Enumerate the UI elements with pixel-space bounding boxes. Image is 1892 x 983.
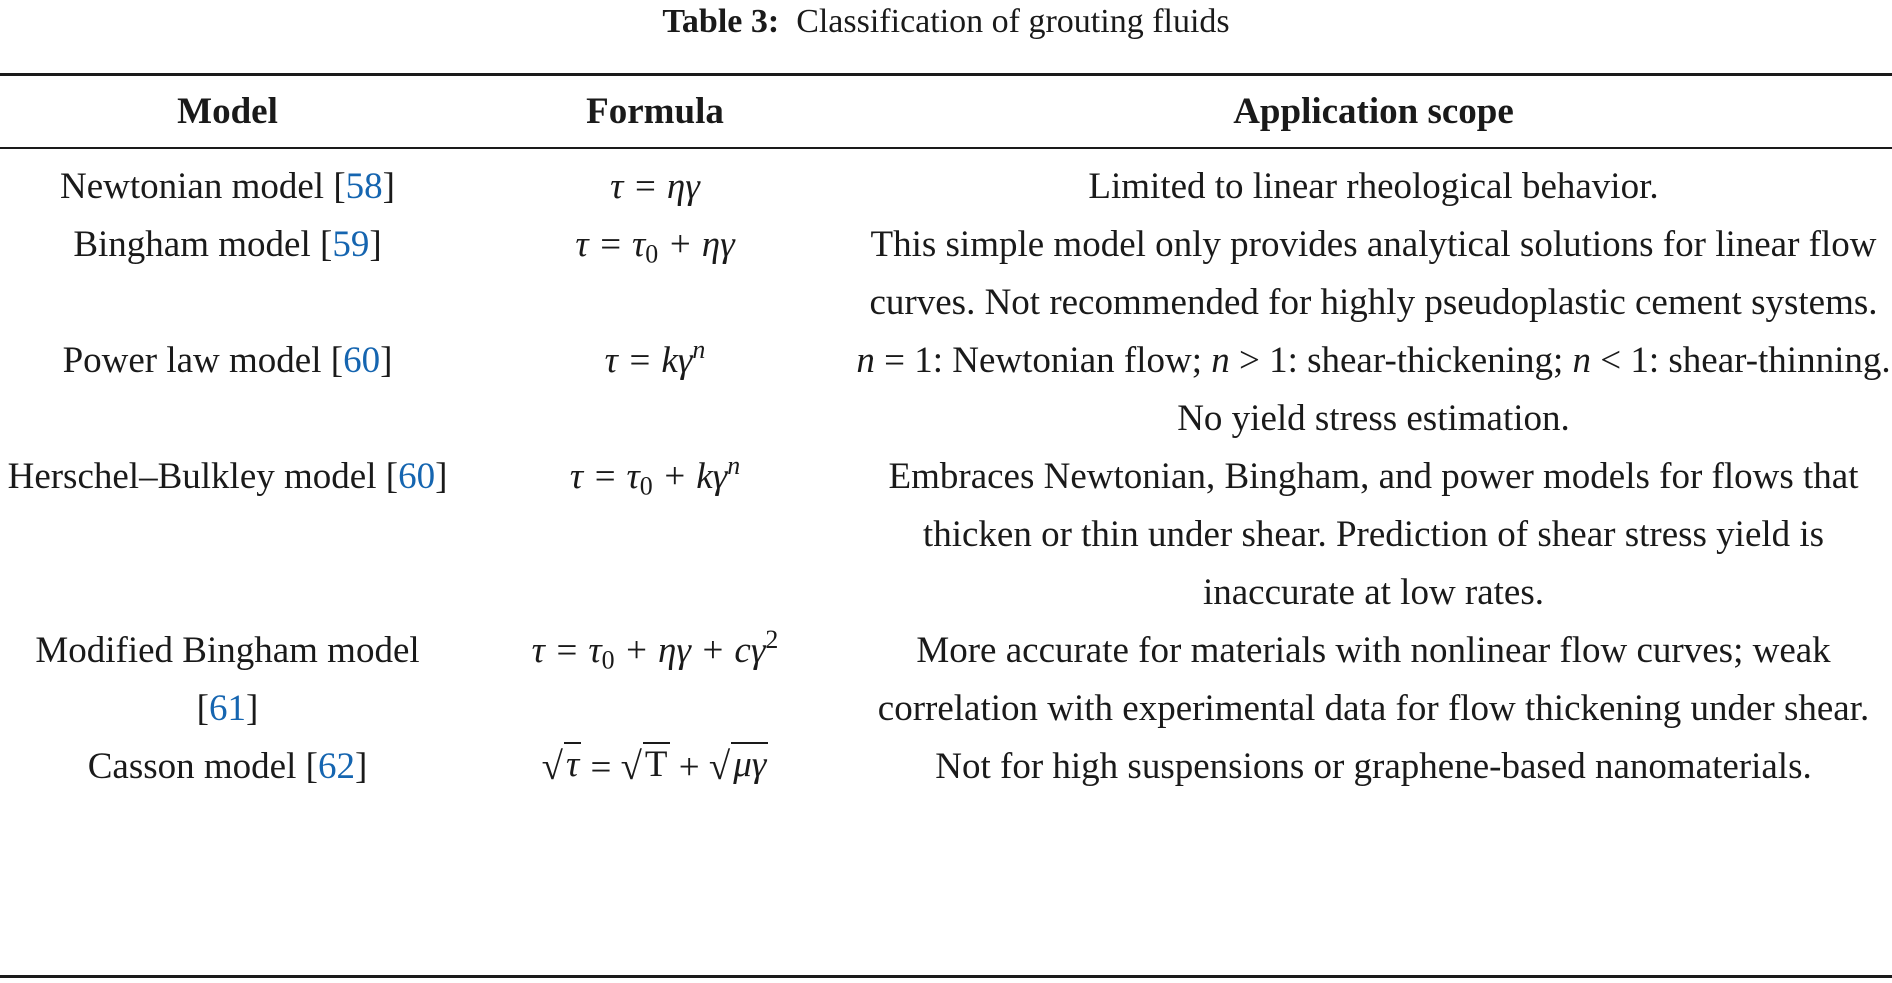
- table-row: [0, 147, 1892, 216]
- formula-cell: [455, 622, 855, 738]
- model-name: Power law model: [62, 340, 322, 381]
- table-row: [0, 738, 1892, 797]
- citation-link[interactable]: 58: [345, 166, 383, 207]
- table-row: [0, 216, 1892, 332]
- scope-cell: [855, 332, 1892, 448]
- citation-link[interactable]: 60: [343, 340, 381, 381]
- scope-cell: Not for high suspensions or graphene-based nanomaterials.: [935, 746, 1812, 787]
- table-row: [0, 448, 1892, 622]
- model-name: Herschel–Bulkley model: [7, 456, 377, 497]
- scope-text: n = 1: Newtonian flow; n > 1: shear-thickening; n < 1: shear-thinning. No yield stress estimation.: [856, 340, 1891, 439]
- formula-power-law: $\tau = k\gamma^n$: [604, 334, 706, 381]
- scope-cell: More accurate for materials with nonlinear flow curves; weak correlation with experimental data for flow thickening under shear.: [877, 630, 1870, 729]
- model-cell: Bingham model [59]: [73, 224, 382, 265]
- model-cell: Modified Bingham model [61]: [35, 630, 420, 729]
- model-name: Modified Bingham model: [35, 630, 420, 671]
- citation-link[interactable]: 61: [209, 688, 246, 729]
- formula-cell: [455, 216, 855, 332]
- header-model: Model: [177, 91, 278, 132]
- scope-cell: Limited to linear rheological behavior.: [1088, 166, 1659, 207]
- classification-table: [0, 76, 1892, 797]
- formula-cell: [455, 738, 855, 797]
- scope-cell: Embraces Newtonian, Bingham, and power models for flows that thicken or thin under shear. Prediction of shear stress yield is inaccurate at low rates.: [888, 456, 1859, 613]
- formula-cell: [455, 448, 855, 622]
- table-row: [0, 622, 1892, 738]
- header-row: [0, 76, 1892, 147]
- table-caption: [0, 0, 1892, 44]
- citation-link[interactable]: 59: [332, 224, 370, 265]
- model-name: Newtonian model: [60, 166, 325, 207]
- formula-bingham: $\tau = \tau_0 + \eta\gamma$: [575, 224, 735, 269]
- formula-herschel-bulkley: $\tau = \tau_0 + k\gamma^n$: [569, 450, 741, 501]
- formula-modified-bingham: $\tau = \tau_0 + \eta\gamma + c\gamma^2$: [531, 624, 779, 675]
- citation-link[interactable]: 62: [317, 746, 355, 787]
- header-scope: Application scope: [1233, 91, 1514, 132]
- caption-label: Table 3:: [662, 3, 780, 40]
- scope-cell: This simple model only provides analytical solutions for linear flow curves. Not recommended for highly pseudoplastic cement systems.: [869, 224, 1878, 323]
- model-name: Casson model: [87, 746, 297, 787]
- caption-text: Classification of grouting fluids: [796, 3, 1230, 40]
- model-cell: Newtonian model [58]: [60, 166, 395, 207]
- formula-casson: √ τ = √ T + √ μγ: [541, 744, 767, 788]
- formula-cell: [455, 332, 855, 448]
- formula-newtonian: τ = ηγ: [610, 166, 700, 207]
- table-row: [0, 332, 1892, 448]
- bottom-rule: [0, 975, 1892, 978]
- model-cell: Power law model [60]: [62, 340, 393, 381]
- header-formula: Formula: [586, 91, 724, 132]
- model-cell: Herschel–Bulkley model [60]: [7, 456, 448, 497]
- model-cell: Casson model [62]: [87, 746, 368, 787]
- formula-cell: [455, 147, 855, 216]
- model-name: Bingham model: [73, 224, 311, 265]
- citation-link[interactable]: 60: [398, 456, 436, 497]
